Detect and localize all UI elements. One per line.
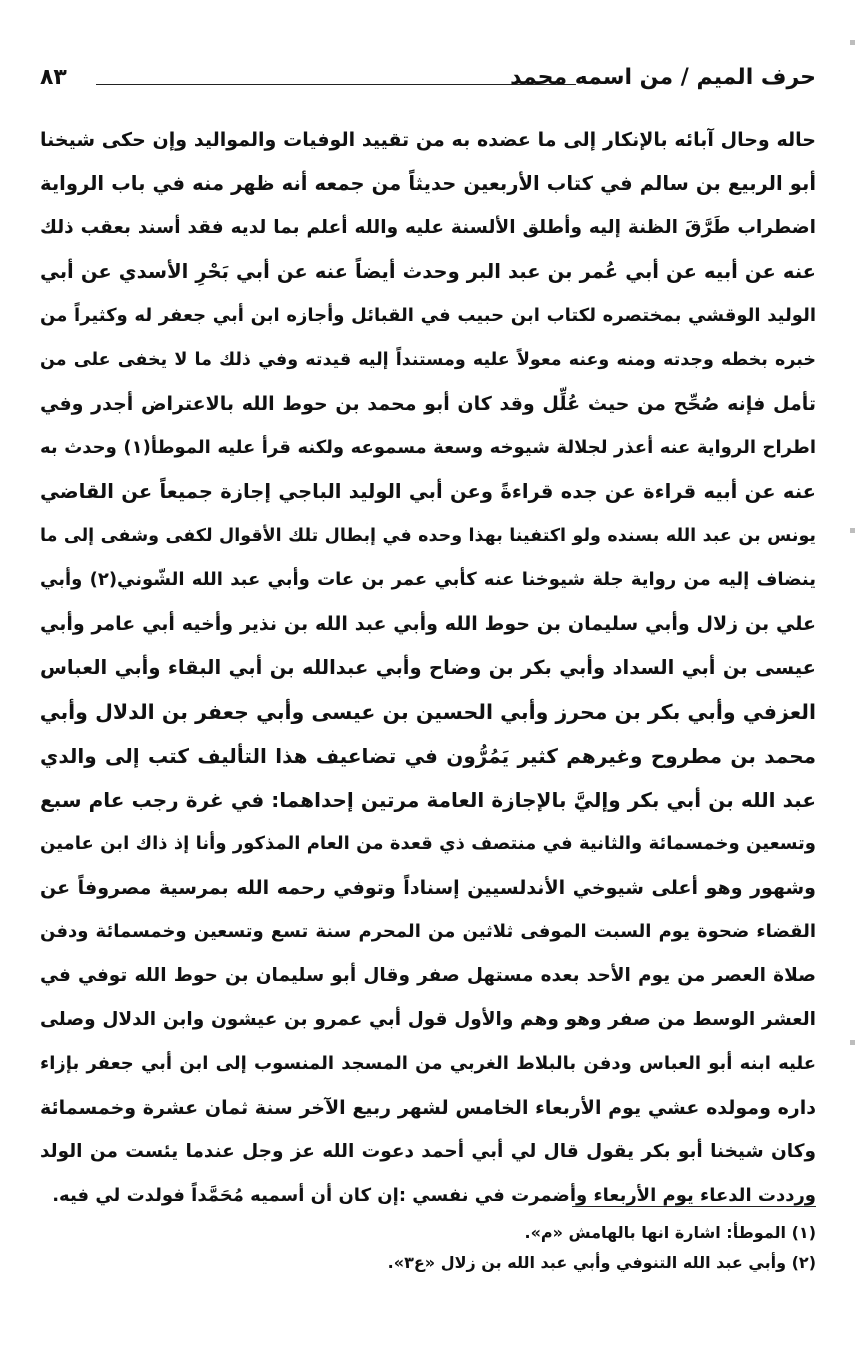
text-line: ينضاف إليه من رواية جلة شيوخنا عنه كأبي عمر بن عات وأبي عبد الله الشّوني(٢) وأبي [40, 569, 816, 590]
text-line: حاله وحال آبائه بالإنكار إلى ما عضده به من تقييد الوفيات والمواليد وإن حكى شيخنا [40, 129, 816, 151]
text-line: العشر الوسط من صفر وهو وهم والأول قول أبي عمرو بن عيشون وابن الدلال وصلى [40, 1009, 816, 1030]
text-line: داره ومولده عشي يوم الأربعاء الخامس لشهر ربيع الآخر سنة ثمان عشرة وخمسمائة [40, 1097, 816, 1119]
text-line: عنه عن أبيه قراءة عن جده قراءةً وعن أبي الوليد الباجي إجازة جميعاً عن القاضي [40, 480, 816, 503]
text-line: العزفي وأبي بكر بن محرز وأبي الحسين بن عيسى وأبي جعفر بن الدلال وأبي [40, 700, 816, 724]
text-line: أبو الربيع بن سالم في كتاب الأربعين حديثاً من جمعه أنه ظهر منه في باب الرواية [40, 172, 816, 195]
scan-edge-mark [850, 528, 855, 533]
running-header [40, 62, 816, 94]
text-line: عليه ابنه أبو العباس ودفن بالبلاط الغربي من المسجد المنسوب إلى ابن أبي جعفر بإزاء [40, 1053, 816, 1074]
text-line: وتسعين وخمسمائة والثانية في منتصف ذي قعدة من العام المذكور وأنا إذ ذاك ابن عامين [40, 833, 816, 854]
text-line: يونس بن عبد الله بسنده ولو اكتفينا بهذا وحده في إبطال تلك الأقوال لكفى وشفى إلى ما [40, 526, 816, 546]
scan-edge-mark [850, 40, 855, 45]
text-line: الوليد الوقشي بمختصره لكتاب ابن حبيب في القبائل وأجازه ابن أبي جعفر له وكثيراً من [40, 305, 816, 326]
text-line: وشهور وهو أعلى شيوخي الأندلسيين إسناداً وتوفي رحمه الله بمرسية مصروفاً عن [40, 877, 816, 899]
footnote-1: (١) الموطأ: اشارة انها بالهامش «م». [524, 1223, 816, 1242]
header-rule [96, 84, 576, 85]
text-line: عبد الله بن أبي بكر وإليَّ بالإجازة العامة مرتين إحداهما: في غرة رجب عام سبع [40, 788, 816, 812]
footnote-2: (٢) وأبي عبد الله التنوفي وأبي عبد الله بن زلال «ع٣». [387, 1253, 816, 1272]
text-line: علي بن زلال وأبي سليمان بن حوط الله وأبي عبد الله بن نذير وأخيه أبي عامر وأبي [40, 613, 816, 635]
text-line: عنه عن أبيه عن أبي عُمر بن عبد البر وحدث أيضاً عنه عن أبي بَحْرِ الأسدي عن أبي [40, 260, 816, 283]
text-line: تأمل فإنه صُحِّح من حيث عُلِّل وقد كان أبو محمد بن حوط الله بالاعتراض أجدر وفي [40, 393, 816, 415]
text-line: خبره بخطه وجدته ومنه وعنه معولاً عليه ومستنداً إليه قيدته وفي ذلك ما لا يخفى على من [40, 350, 816, 370]
page-number: ٨٣ [40, 65, 67, 90]
text-line: وكان شيخنا أبو بكر يقول قال لي أبي أحمد دعوت الله عز وجل عندما يئست من الولد [40, 1141, 816, 1162]
footnote-separator [572, 1206, 816, 1207]
text-line: عيسى بن أبي السداد وأبي بكر بن وضاح وأبي عبدالله بن أبي البقاء وأبي العباس [40, 656, 816, 679]
text-line: صلاة العصر من يوم الأحد بعده مستهل صفر وقال أبو سليمان بن حوط الله توفي في [40, 965, 816, 986]
text-line: القضاء ضحوة يوم السبت الموفى ثلاثين من المحرم سنة تسع وتسعين وخمسمائة ودفن [40, 921, 816, 942]
main-text [40, 118, 816, 1218]
text-line: اضطراب طَرَّقَ الظنة إليه وأطلق الألسنة عليه والله أعلم بما لديه فقد أسند بعقب ذلك [40, 217, 816, 238]
scan-edge-mark [850, 1040, 855, 1045]
text-line-last: ورددت الدعاء يوم الأربعاء وأضمرت في نفسي :إن كان أن أسميه مُحَمَّداً فولدت لي فيه. [52, 1185, 816, 1206]
footnotes [40, 1218, 816, 1278]
running-title: حرف الميم / من اسمه محمد [510, 65, 816, 90]
text-line: اطراح الرواية عنه أعذر لجلالة شيوخه وسعة مسموعه ولكنه قرأ عليه الموطأ(١) وحدث به [40, 437, 816, 458]
text-line: محمد بن مطروح وغيرهم كثير يَمُرُّون في تضاعيف هذا التأليف كتب إلى والدي [40, 744, 816, 768]
